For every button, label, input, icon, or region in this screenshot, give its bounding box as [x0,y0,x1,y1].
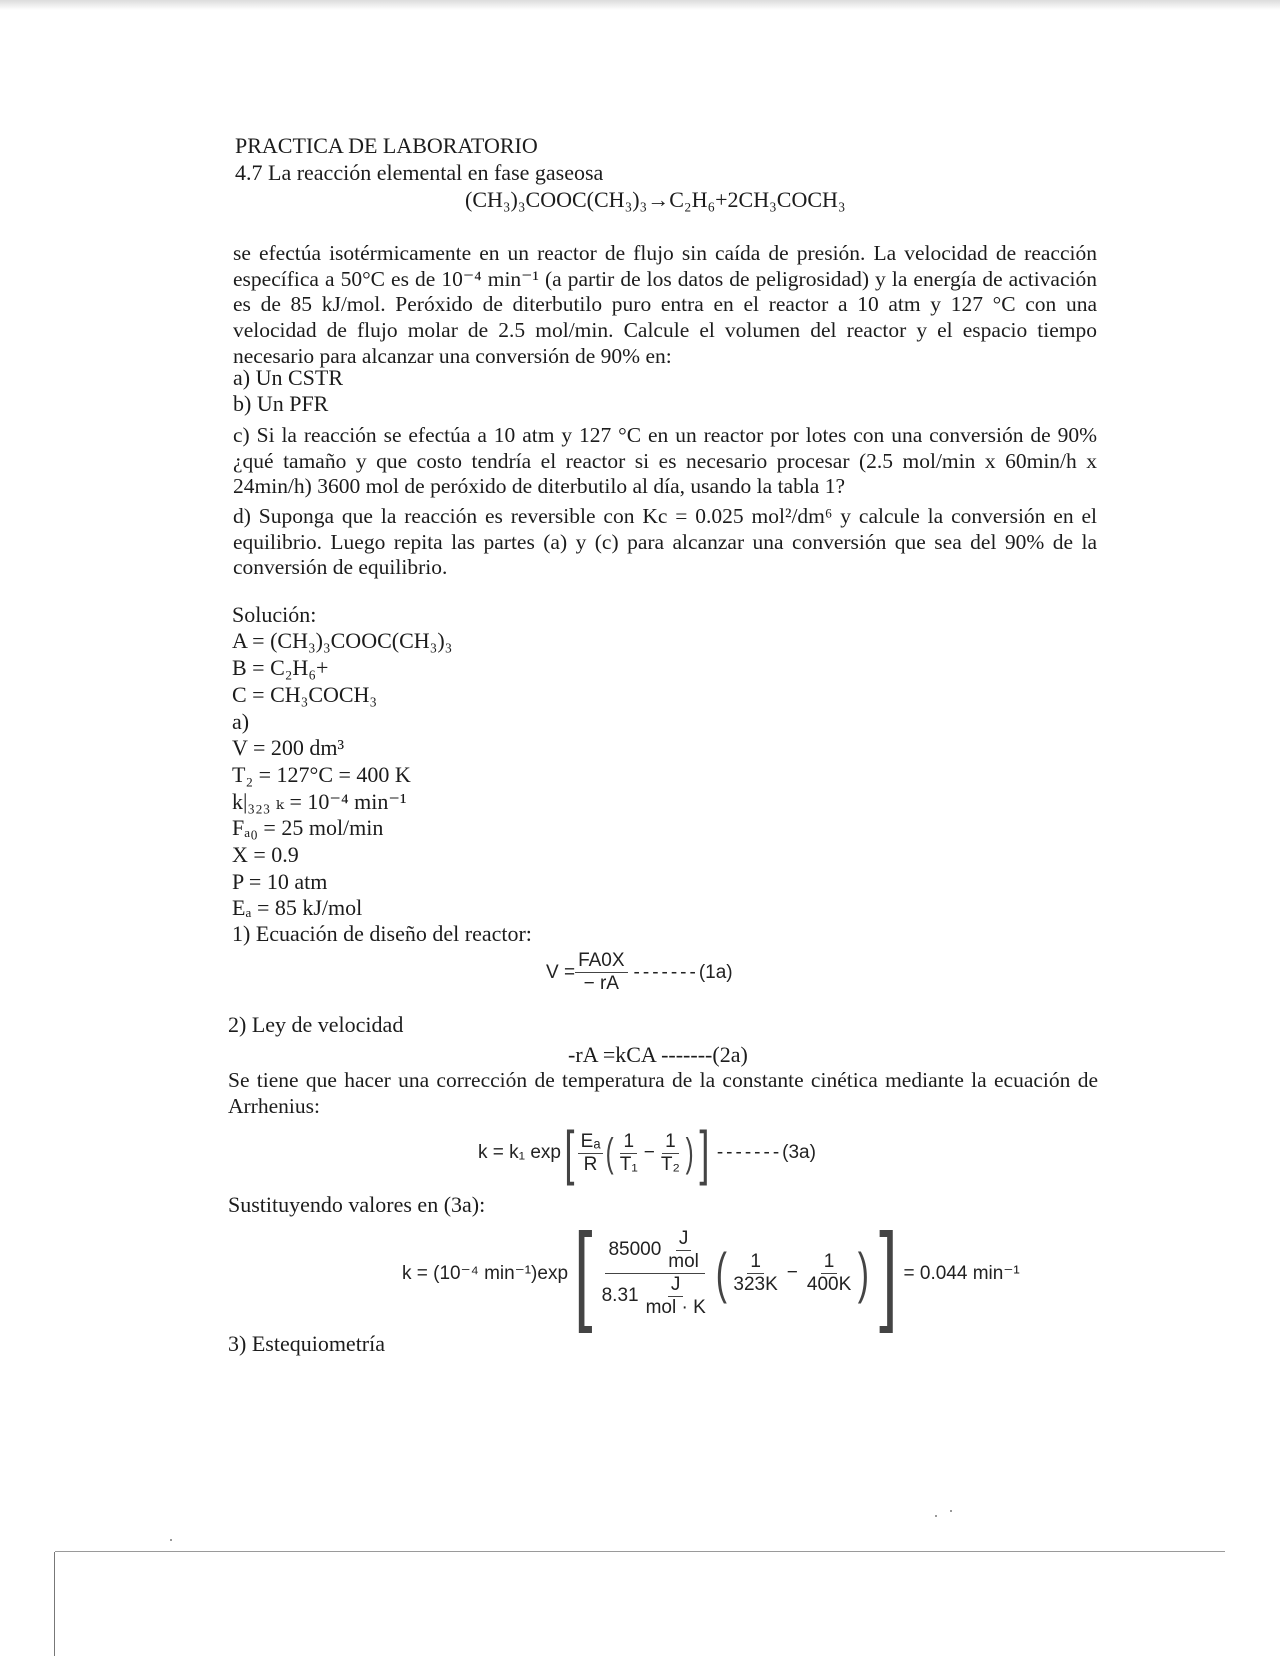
scan-bottom-edge [55,1551,1225,1552]
eq4-one-a: 1 [747,1251,764,1274]
eq3-right-paren: ) [685,1131,694,1175]
eq4-left-paren: ( [715,1241,727,1304]
eq4-t1: 323K [733,1273,778,1295]
equation-1a [546,950,733,995]
def-a: A = (CH₃)₃COOC(CH₃)₃ [232,628,453,653]
eq3-ea-over-r [578,1131,604,1176]
eq4-j-per-mol [665,1228,702,1273]
eq4-result: = 0.044 min⁻¹ [903,1262,1020,1284]
scan-speck [935,1515,937,1517]
eq3-one-b: 1 [662,1131,679,1154]
scan-speck [950,1510,952,1512]
eq4-mol: mol [668,1250,699,1272]
scan-speck [170,1539,172,1541]
problem-statement: se efectúa isotérmicamente en un reactor de flujo sin caída de presión. La velocidad de reacción específica a 50°C es de 10⁻⁴ min⁻¹ (a partir de los datos de peligrosidad) y la energía de activación es de 85 kJ/mol. Peróxido de diterbutilo puro entra en el reactor a 10 atm y 127 °C con una velocidad de flujo molar de 2.5 mol/min. Calcule el volumen del reactor y el espacio tiempo necesario para alcanzar una conversión de 90% en: [233,241,1097,368]
eq3-left-paren: ( [606,1131,615,1175]
step-design-equation: 1) Ecuación de diseño del reactor: [232,921,532,946]
eq1-fraction [575,950,627,995]
eq4-right-bracket: ] [879,1211,898,1334]
eq4-inv-t2 [804,1251,854,1296]
equation-2a: -rA =kCA -------(2a) [568,1042,748,1067]
given-molar-flow: Fₐ₀ = 25 mol/min [232,815,384,840]
eq4-one-b: 1 [821,1251,838,1274]
eq4-minus: − [786,1262,798,1283]
eq1-denominator: − rA [583,973,619,994]
eq1-dashes: ------- [633,961,699,983]
eq4-ea-over-r [599,1228,712,1319]
given-activation-energy: Eₐ = 85 kJ/mol [232,895,363,920]
eq4-j-a: J [676,1228,692,1251]
eq3-one-a: 1 [620,1131,637,1154]
eq3-left-bracket: [ [564,1119,575,1186]
equation-values [402,1211,1020,1334]
eq4-left-bracket: [ [574,1211,593,1334]
eq4-j-per-molk [643,1274,709,1319]
eq3-inv-t2 [658,1131,683,1176]
eq4-numerator [605,1228,704,1274]
eq4-j-b: J [668,1274,684,1297]
eq4-ea-value: 85000 [608,1239,662,1260]
arrhenius-text: Se tiene que hacer una corrección de temperatura de la constante cinética mediante la ecuación de Arrhenius: [228,1068,1098,1118]
eq4-denominator [599,1274,712,1319]
eq3-t1: T₁ [619,1153,638,1175]
part-b-text: b) Un PFR [233,391,329,416]
eq3-r: R [583,1153,598,1175]
eq3-lhs: k = k₁ exp [478,1142,561,1163]
eq4-mol-k: mol · K [645,1296,706,1318]
given-temperature: T₂ = 127°C = 400 K [232,762,411,787]
eq4-r-value: 8.31 [601,1285,639,1306]
eq3-ea: Eₐ [578,1131,604,1154]
part-a-label: a) [232,709,250,734]
eq1-numerator: FA0X [575,950,627,973]
eq4-right-paren: ) [858,1241,870,1304]
def-c: C = CH₃COCH₃ [232,682,378,707]
equation-3a [478,1119,816,1186]
eq3-right-bracket: ] [699,1119,710,1186]
scan-left-edge [54,1552,55,1656]
given-conversion: X = 0.9 [232,842,299,867]
reaction-equation: (CH₃)₃COOC(CH₃)₃→C₂H₆+2CH₃COCH₃ [465,187,846,212]
eq1-tag: (1a) [698,961,733,983]
eq3-minus: − [643,1142,655,1163]
step-rate-law: 2) Ley de velocidad [228,1012,404,1037]
problem-header: 4.7 La reacción elemental en fase gaseosa [235,160,604,185]
given-pressure: P = 10 atm [232,869,328,894]
part-a-text: a) Un CSTR [233,365,343,390]
page-title: PRACTICA DE LABORATORIO [235,133,538,158]
eq3-t2: T₂ [660,1153,680,1175]
eq1-lhs: V = [546,961,576,983]
part-c-text: c) Si la reacción se efectúa a 10 atm y 127 °C en un reactor por lotes con una conversión de 90% ¿qué tamaño y que costo tendría el reactor si es necesario procesar (2.5 mol/min x 60min/h x 24min/h) 3600 mol de peróxido de diterbutilo al día, usando la tabla 1? [233,423,1097,499]
eq4-inv-t1 [730,1251,780,1296]
solution-heading: Solución: [232,602,317,627]
eq3-dashes: ------- [716,1142,783,1163]
given-volume: V = 200 dm³ [232,735,345,760]
substitution-text: Sustituyendo valores en (3a): [228,1192,486,1217]
given-rate-constant: k|₃₂₃ ₖ = 10⁻⁴ min⁻¹ [232,789,407,814]
def-b: B = C₂H₆+ [232,655,329,680]
step-stoichiometry: 3) Estequiometría [228,1331,386,1356]
eq3-tag: (3a) [782,1142,816,1163]
eq4-lhs: k = (10⁻⁴ min⁻¹)exp [402,1262,569,1284]
eq4-t2: 400K [806,1273,852,1295]
part-d-text: d) Suponga que la reacción es reversible con Kc = 0.025 mol²/dm⁶ y calcule la conversión en el equilibrio. Luego repita las partes (a) y (c) para alcanzar una conversión que sea del 90% de la conversión de equilibrio. [233,504,1097,580]
eq3-inv-t1 [617,1131,641,1176]
